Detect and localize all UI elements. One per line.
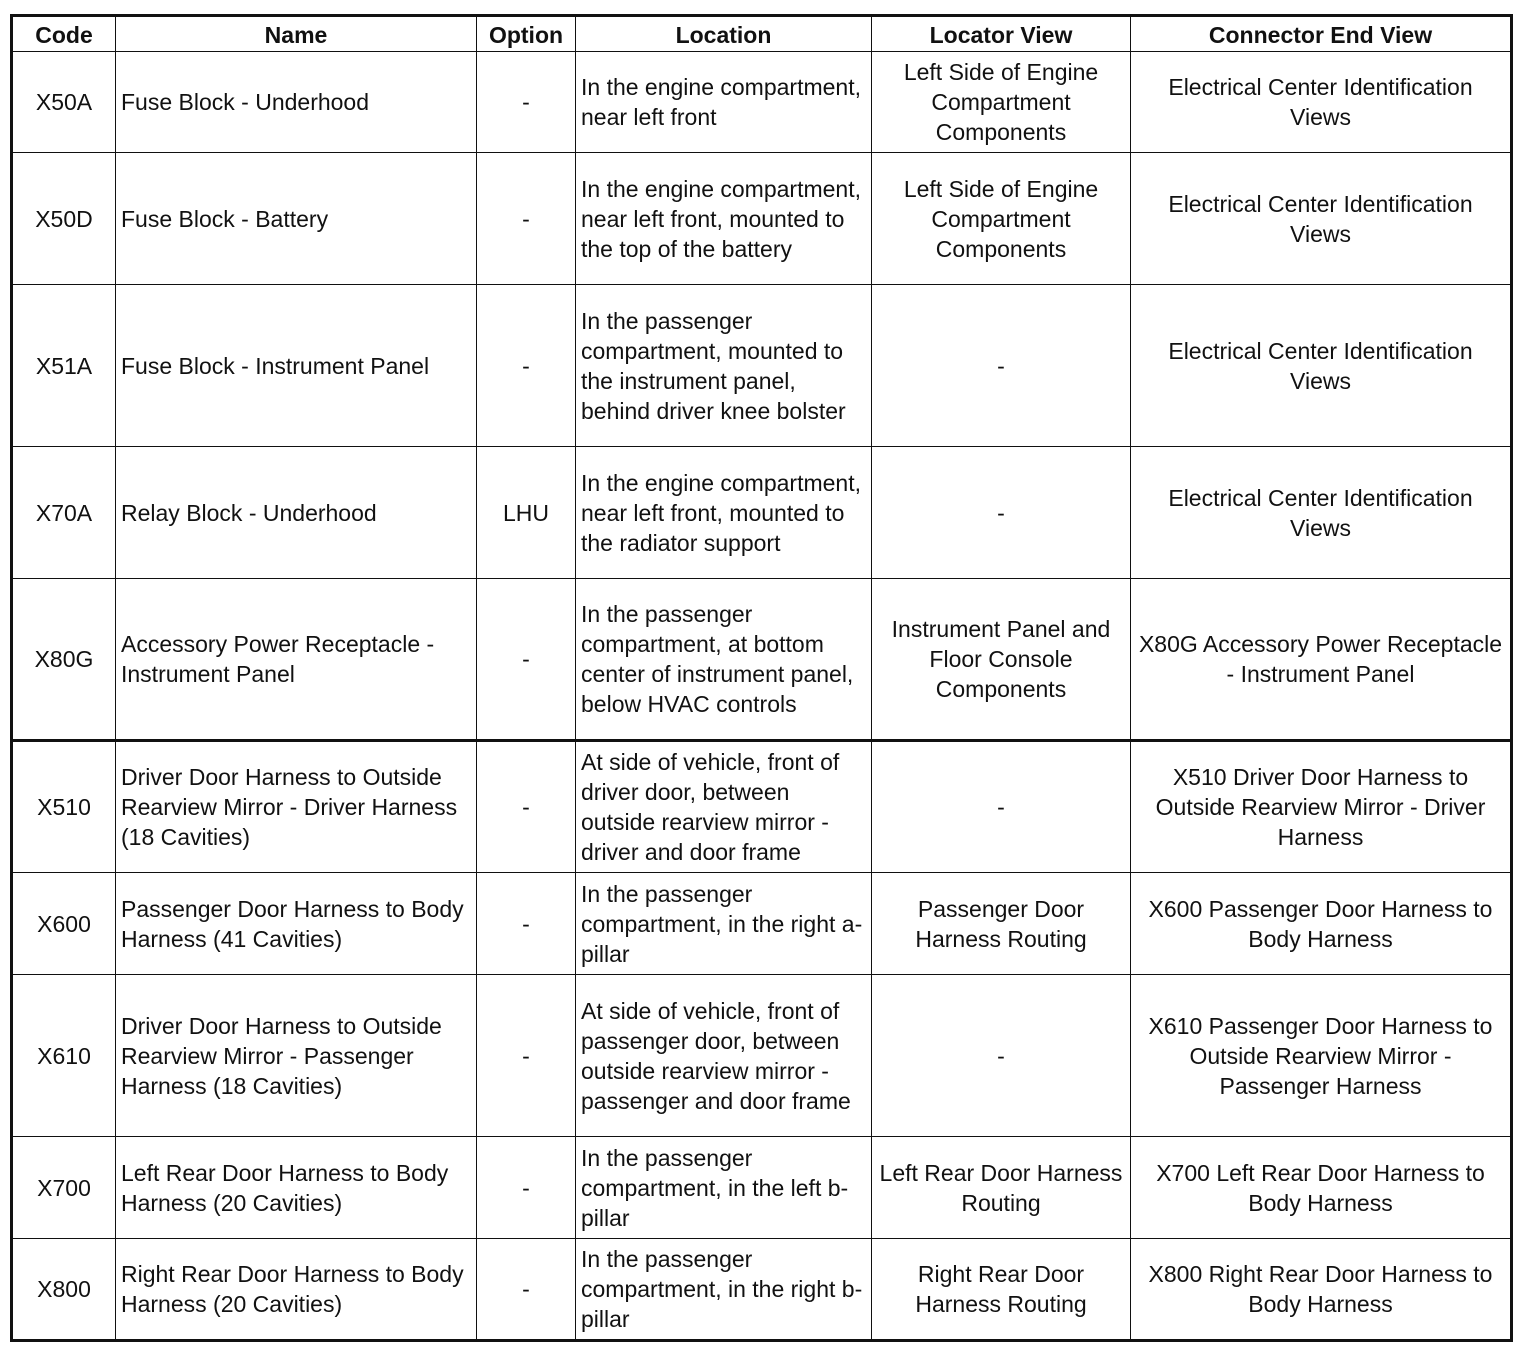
table-row xyxy=(12,447,1512,579)
cell-connector-end-view: X610 Passenger Door Harness to Outside Rearview Mirror - Passenger Harness xyxy=(1131,975,1512,1137)
cell-connector-end-view: X700 Left Rear Door Harness to Body Harness xyxy=(1131,1137,1512,1239)
cell-locator-view: Instrument Panel and Floor Console Components xyxy=(872,579,1131,741)
header-name: Name xyxy=(116,16,477,52)
cell-connector-end-view: Electrical Center Identification Views xyxy=(1131,153,1512,285)
cell-location: At side of vehicle, front of driver door, between outside rearview mirror - driver and door frame xyxy=(576,741,872,873)
cell-code: X50D xyxy=(12,153,116,285)
cell-name: Right Rear Door Harness to Body Harness (20 Cavities) xyxy=(116,1239,477,1341)
cell-name: Fuse Block - Instrument Panel xyxy=(116,285,477,447)
header-code: Code xyxy=(12,16,116,52)
table-row xyxy=(12,1137,1512,1239)
table-row xyxy=(12,1239,1512,1341)
cell-name: Left Rear Door Harness to Body Harness (20 Cavities) xyxy=(116,1137,477,1239)
cell-code: X610 xyxy=(12,975,116,1137)
cell-connector-end-view: Electrical Center Identification Views xyxy=(1131,52,1512,153)
cell-connector-end-view: X600 Passenger Door Harness to Body Harness xyxy=(1131,873,1512,975)
header-option: Option xyxy=(477,16,576,52)
cell-connector-end-view: Electrical Center Identification Views xyxy=(1131,447,1512,579)
header-connector-end-view: Connector End View xyxy=(1131,16,1512,52)
cell-name: Fuse Block - Battery xyxy=(116,153,477,285)
cell-name: Fuse Block - Underhood xyxy=(116,52,477,153)
cell-option: - xyxy=(477,975,576,1137)
cell-locator-view: - xyxy=(872,447,1131,579)
cell-code: X70A xyxy=(12,447,116,579)
cell-location: In the engine compartment, near left front, mounted to the top of the battery xyxy=(576,153,872,285)
cell-connector-end-view: X510 Driver Door Harness to Outside Rearview Mirror - Driver Harness xyxy=(1131,741,1512,873)
cell-name: Driver Door Harness to Outside Rearview Mirror - Passenger Harness (18 Cavities) xyxy=(116,975,477,1137)
cell-location: In the passenger compartment, in the right a-pillar xyxy=(576,873,872,975)
cell-location: At side of vehicle, front of passenger door, between outside rearview mirror - passenger and door frame xyxy=(576,975,872,1137)
cell-option: - xyxy=(477,153,576,285)
cell-locator-view: Left Side of Engine Compartment Components xyxy=(872,153,1131,285)
cell-option: LHU xyxy=(477,447,576,579)
connector-table xyxy=(10,14,1513,1342)
cell-location: In the engine compartment, near left front, mounted to the radiator support xyxy=(576,447,872,579)
cell-location: In the passenger compartment, in the left b-pillar xyxy=(576,1137,872,1239)
cell-locator-view: - xyxy=(872,285,1131,447)
cell-option: - xyxy=(477,873,576,975)
cell-option: - xyxy=(477,1137,576,1239)
cell-option: - xyxy=(477,1239,576,1341)
cell-connector-end-view: Electrical Center Identification Views xyxy=(1131,285,1512,447)
cell-locator-view: - xyxy=(872,741,1131,873)
cell-locator-view: Left Side of Engine Compartment Components xyxy=(872,52,1131,153)
cell-name: Accessory Power Receptacle - Instrument Panel xyxy=(116,579,477,741)
cell-location: In the passenger compartment, at bottom center of instrument panel, below HVAC controls xyxy=(576,579,872,741)
cell-locator-view: Right Rear Door Harness Routing xyxy=(872,1239,1131,1341)
cell-name: Relay Block - Underhood xyxy=(116,447,477,579)
cell-location: In the engine compartment, near left front xyxy=(576,52,872,153)
cell-name: Driver Door Harness to Outside Rearview Mirror - Driver Harness (18 Cavities) xyxy=(116,741,477,873)
cell-option: - xyxy=(477,285,576,447)
cell-location: In the passenger compartment, in the right b-pillar xyxy=(576,1239,872,1341)
cell-location: In the passenger compartment, mounted to the instrument panel, behind driver knee bolster xyxy=(576,285,872,447)
cell-locator-view: - xyxy=(872,975,1131,1137)
cell-option: - xyxy=(477,579,576,741)
table-row xyxy=(12,579,1512,741)
table-row xyxy=(12,873,1512,975)
cell-option: - xyxy=(477,52,576,153)
table-row xyxy=(12,52,1512,153)
cell-connector-end-view: X800 Right Rear Door Harness to Body Harness xyxy=(1131,1239,1512,1341)
cell-name: Passenger Door Harness to Body Harness (41 Cavities) xyxy=(116,873,477,975)
header-location: Location xyxy=(576,16,872,52)
cell-locator-view: Passenger Door Harness Routing xyxy=(872,873,1131,975)
table-row xyxy=(12,153,1512,285)
cell-connector-end-view: X80G Accessory Power Receptacle - Instrument Panel xyxy=(1131,579,1512,741)
cell-code: X51A xyxy=(12,285,116,447)
header-row xyxy=(12,16,1512,52)
cell-locator-view: Left Rear Door Harness Routing xyxy=(872,1137,1131,1239)
cell-code: X600 xyxy=(12,873,116,975)
table-row xyxy=(12,975,1512,1137)
cell-code: X510 xyxy=(12,741,116,873)
cell-code: X80G xyxy=(12,579,116,741)
table-row xyxy=(12,741,1512,873)
header-locator-view: Locator View xyxy=(872,16,1131,52)
cell-code: X800 xyxy=(12,1239,116,1341)
cell-code: X700 xyxy=(12,1137,116,1239)
cell-code: X50A xyxy=(12,52,116,153)
table-row xyxy=(12,285,1512,447)
cell-option: - xyxy=(477,741,576,873)
